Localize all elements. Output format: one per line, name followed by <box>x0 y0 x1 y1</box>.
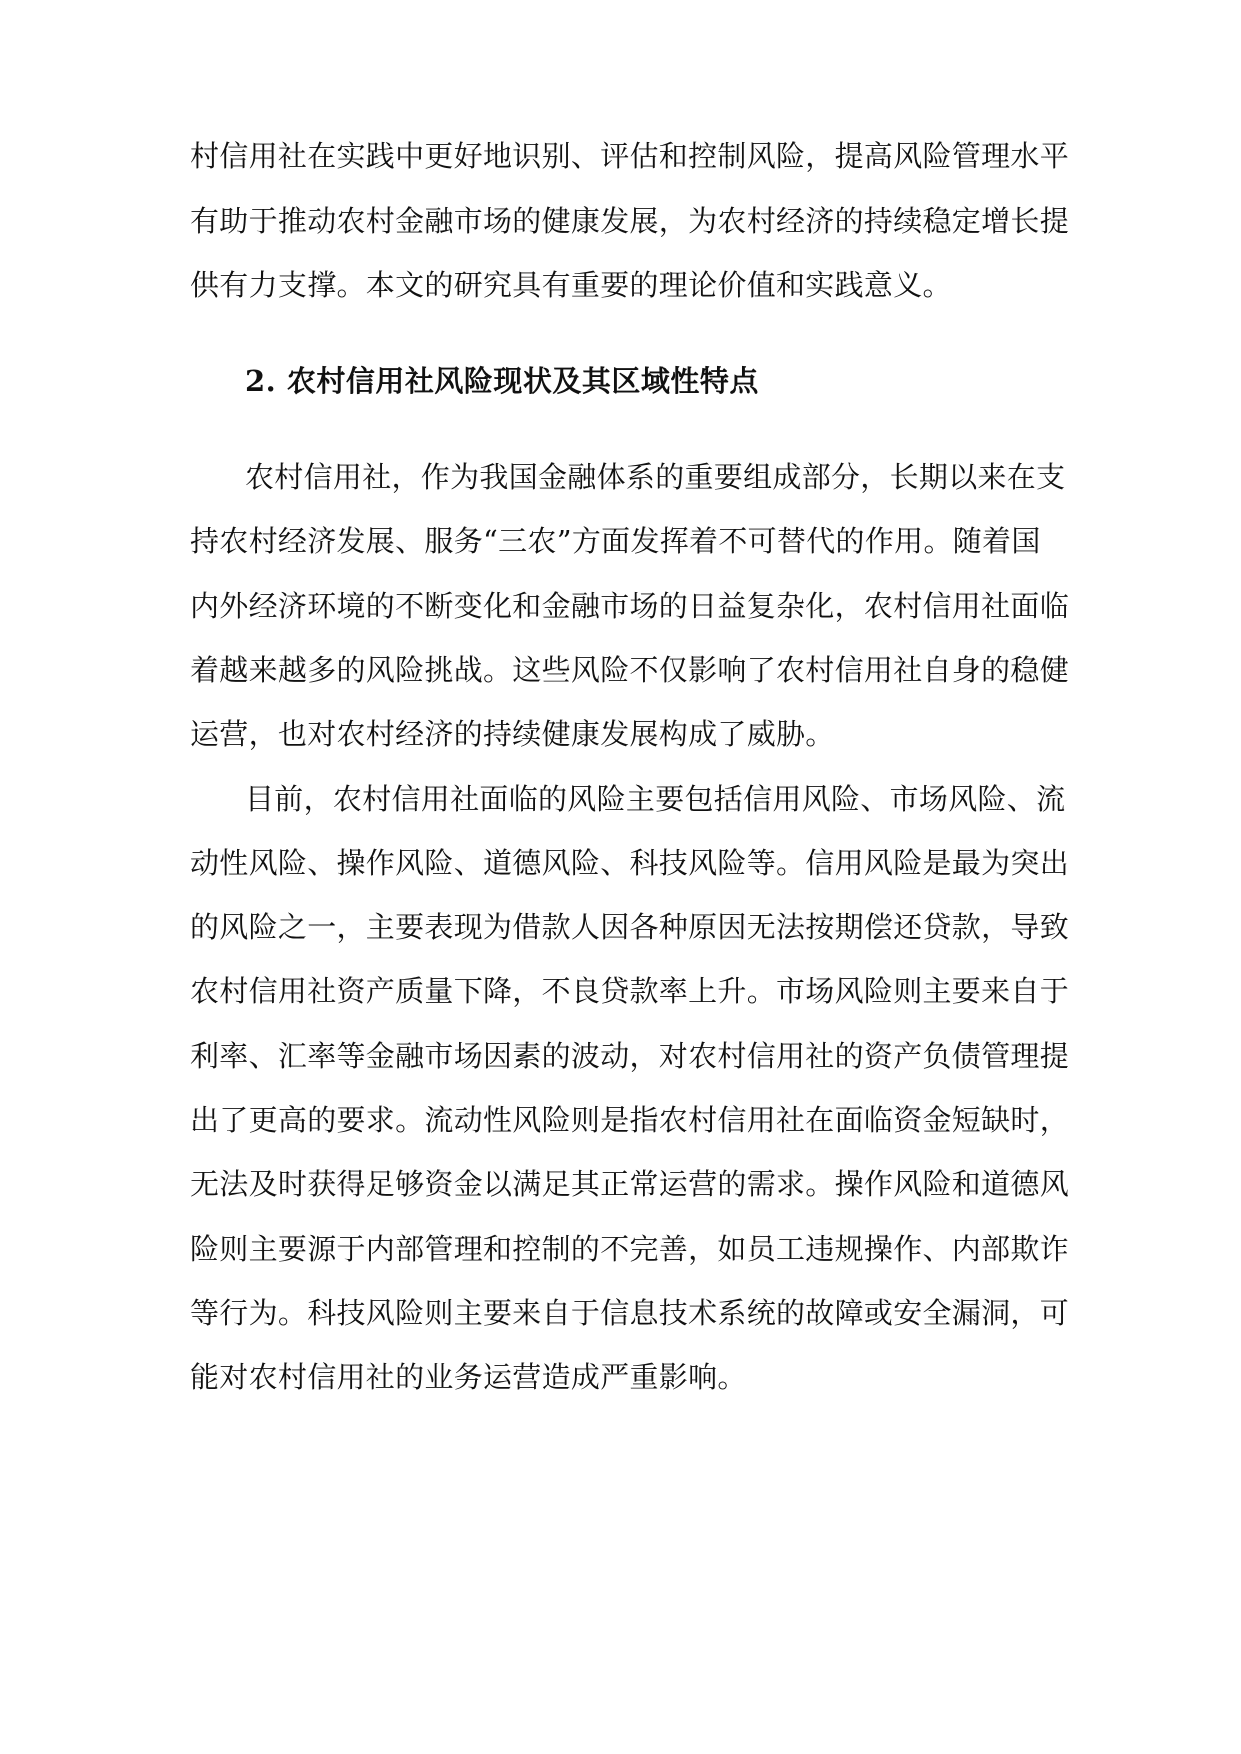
text-line: 着越来越多的风险挑战。这些风险不仅影响了农村信用社自身的稳健 <box>190 653 1070 687</box>
text-line: 运营，也对农村经济的持续健康发展构成了威胁。 <box>190 717 835 751</box>
text-line: 持农村经济发展、服务“三农”方面发挥着不可替代的作用。随着国 <box>190 524 1041 558</box>
text-line: 目前，农村信用社面临的风险主要包括信用风险、市场风险、流 <box>245 782 1066 816</box>
text-line: 的风险之一，主要表现为借款人因各种原因无法按期偿还贷款，导致 <box>190 910 1070 944</box>
text-line: 村信用社在实践中更好地识别、评估和控制风险，提高风险管理水平 <box>190 139 1070 173</box>
text-line: 能对农村信用社的业务运营造成严重影响。 <box>190 1360 747 1394</box>
text-line: 农村信用社资产质量下降，不良贷款率上升。市场风险则主要来自于 <box>190 974 1070 1008</box>
text-line: 无法及时获得足够资金以满足其正常运营的需求。操作风险和道德风 <box>190 1167 1070 1201</box>
text-line: 内外经济环境的不断变化和金融市场的日益复杂化，农村信用社面临 <box>190 589 1070 623</box>
text-line: 等行为。科技风险则主要来自于信息技术系统的故障或安全漏洞，可 <box>190 1296 1070 1330</box>
text-line: 利率、汇率等金融市场因素的波动，对农村信用社的资产负债管理提 <box>190 1039 1070 1073</box>
text-line: 险则主要源于内部管理和控制的不完善，如员工违规操作、内部欺诈 <box>190 1232 1070 1266</box>
text-line: 出了更高的要求。流动性风险则是指农村信用社在面临资金短缺时， <box>190 1103 1070 1137</box>
text-line: 供有力支撑。本文的研究具有重要的理论价值和实践意义。 <box>190 268 952 302</box>
text-line: 有助于推动农村金融市场的健康发展，为农村经济的持续稳定增长提 <box>190 204 1070 238</box>
text-line: 动性风险、操作风险、道德风险、科技风险等。信用风险是最为突出 <box>190 846 1070 880</box>
section-heading: 2. 农村信用社风险现状及其区域性特点 <box>245 364 759 398</box>
text-line: 农村信用社，作为我国金融体系的重要组成部分，长期以来在支 <box>245 460 1066 494</box>
